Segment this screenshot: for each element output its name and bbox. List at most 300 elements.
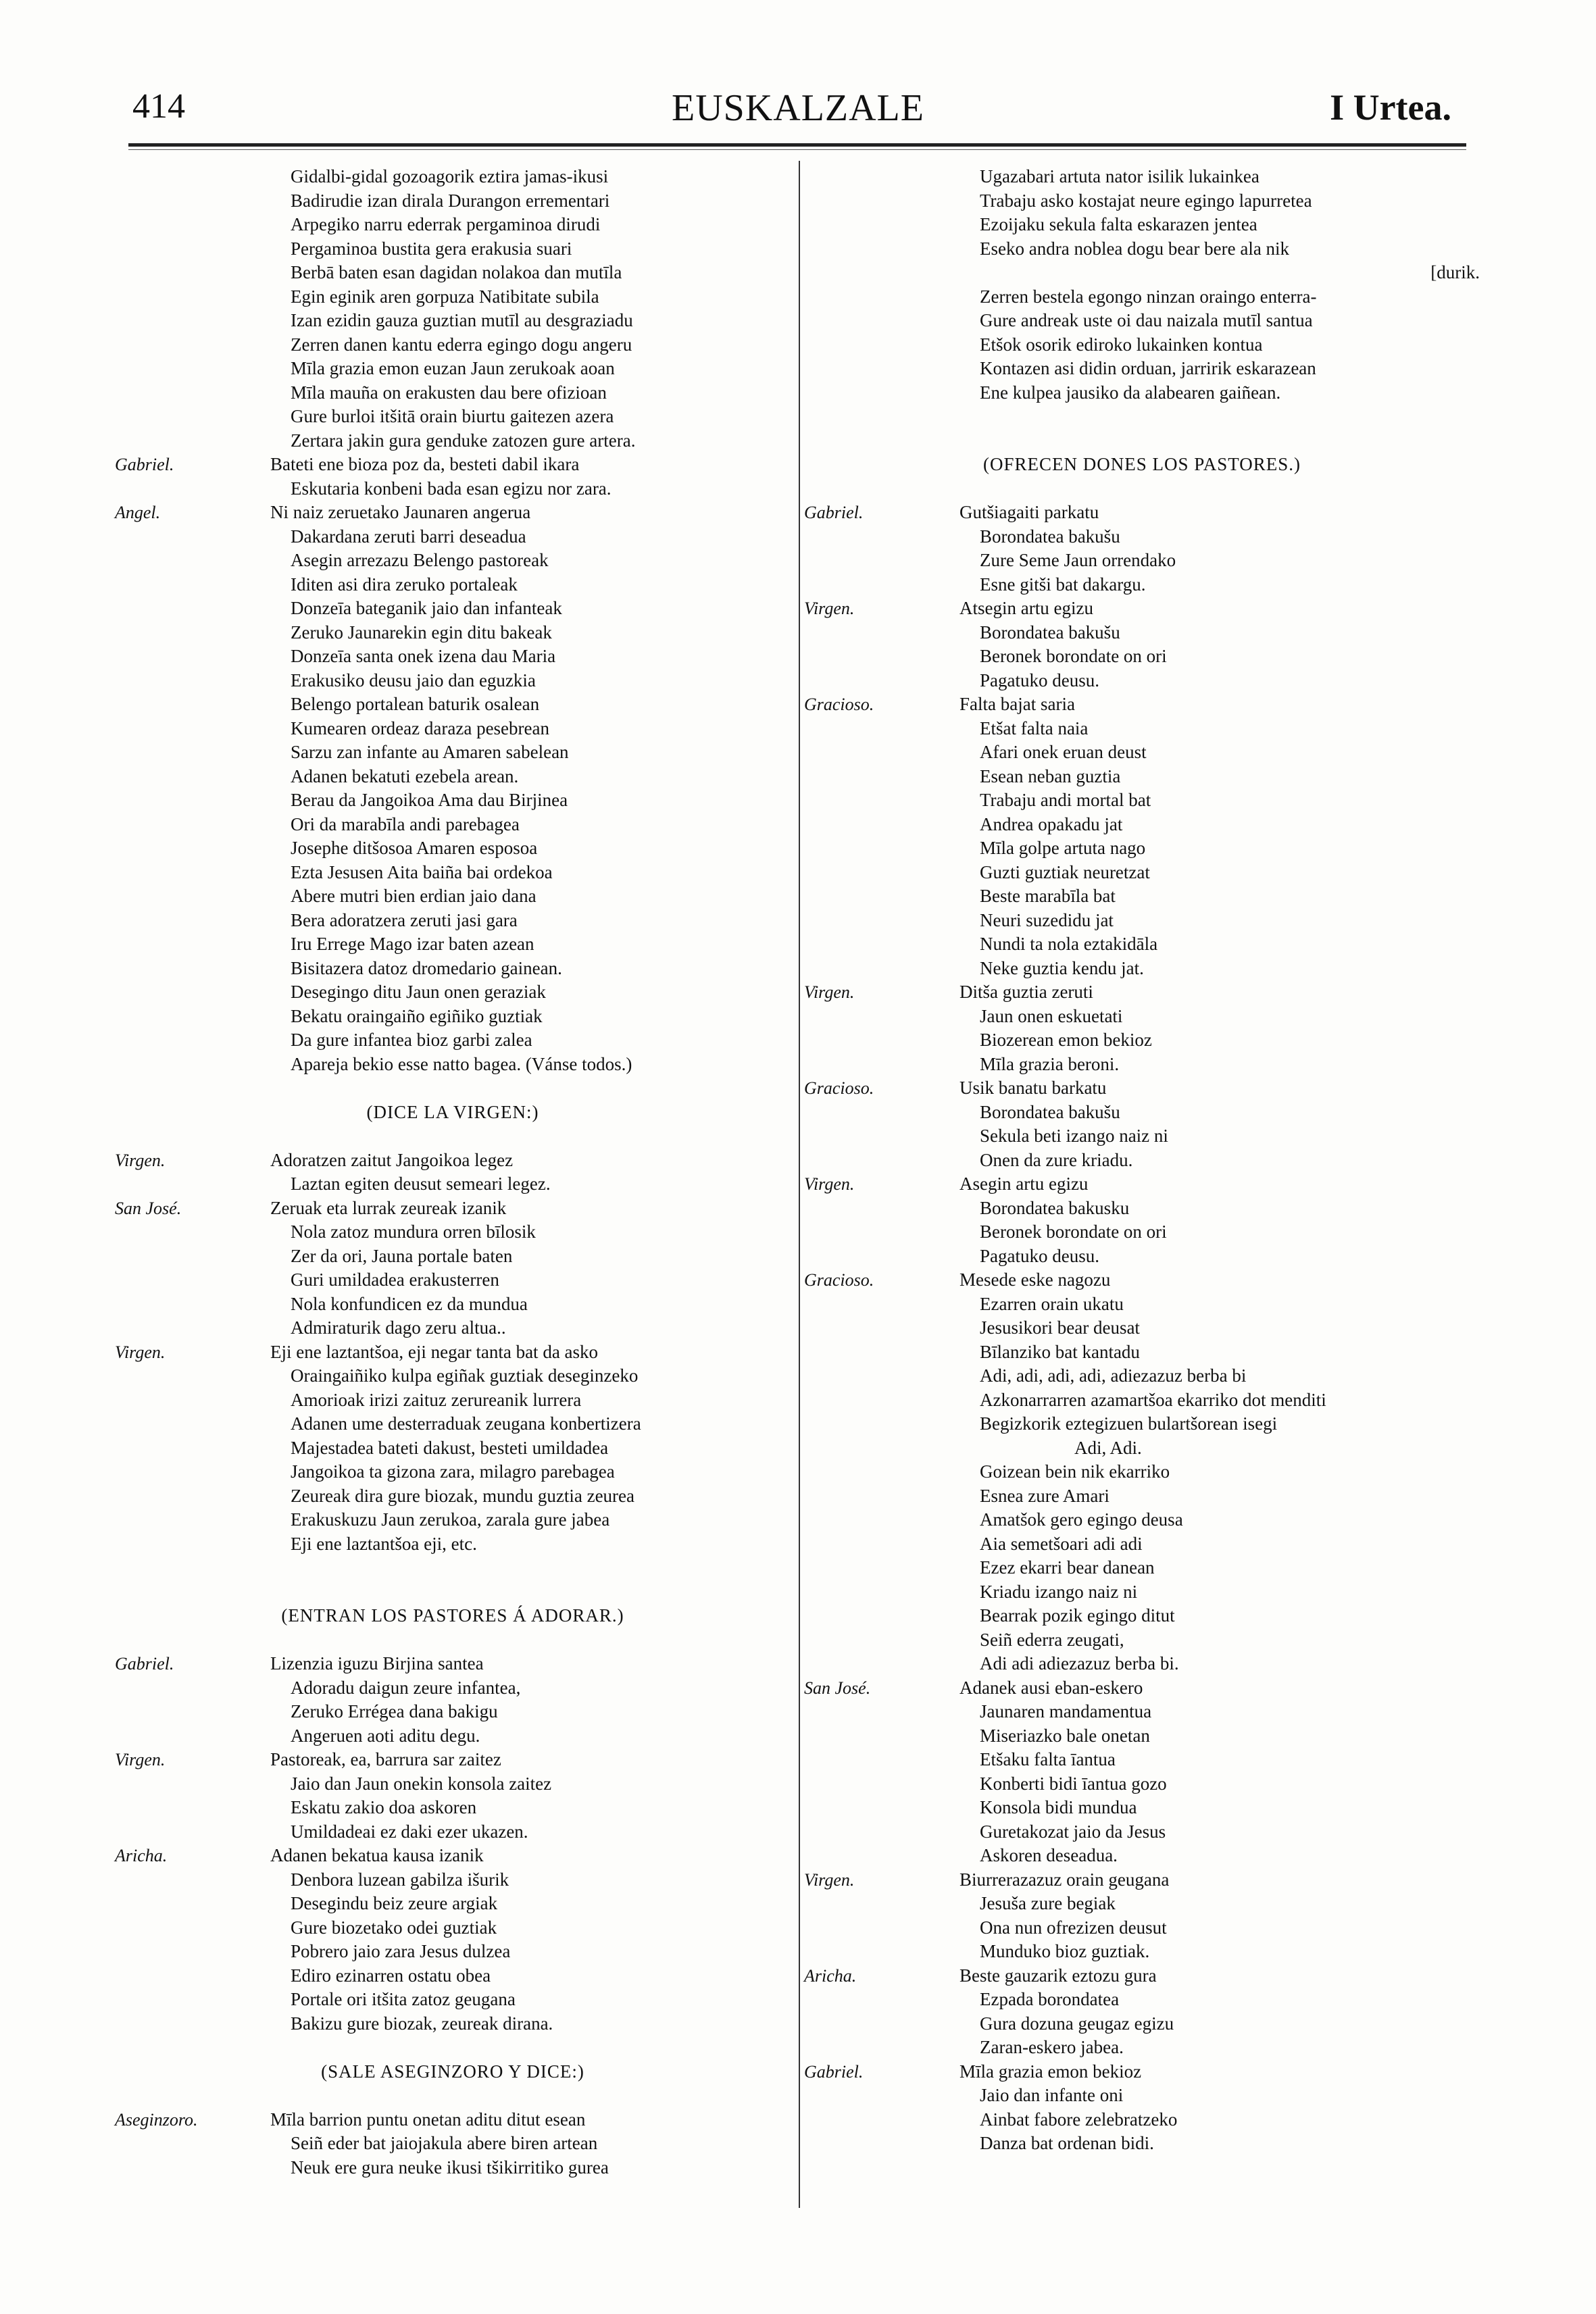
speaker-name: Gracioso. [804,695,874,714]
verse-line [115,1964,791,1988]
verse-line [115,1053,791,1077]
verse-text: Askoren deseadua. [980,1845,1118,1865]
verse-line [804,2132,1480,2156]
verse-text: Mīla grazia beroni. [980,1053,1120,1074]
verse-line [804,261,1480,285]
verse-line [115,1484,791,1509]
verse-line [115,1724,791,1749]
verse-line [115,2012,791,2036]
verse-line [115,813,791,837]
blank-line [804,405,1480,429]
verse-line [115,1652,791,1676]
verse-text: Afari onek eruan deust [980,742,1147,762]
verse-text: Begizkorik eztegizuen bulartšorean isegi [980,1413,1278,1434]
verse-line [804,884,1480,909]
verse-text: Guretakozat jaio da Jesus [980,1821,1166,1842]
verse-line [804,573,1480,597]
verse-text: Adanen ume desterraduak zeugana konbertizera [291,1413,641,1434]
verse-line [115,1772,791,1796]
blank-line [115,1628,791,1653]
verse-text: [durik. [1430,262,1480,282]
header-rule-thin [128,149,1466,150]
verse-line [804,597,1480,621]
verse-text: Zeureak dira gure biozak, mundu guztia zeurea [291,1485,635,1506]
verse-text: Umildadeai ez daki ezer ukazen. [291,1821,528,1842]
verse-line [115,1005,791,1029]
verse-line [804,381,1480,405]
verse-line [115,1844,791,1868]
verse-text: Bīlanziko bat kantadu [980,1341,1140,1362]
stage-direction: (DICE LA VIRGEN:) [366,1101,539,1122]
verse-line [115,836,791,861]
verse-text: Sekula beti izango naiz ni [980,1126,1168,1146]
verse-text: Josephe ditšosoa Amaren esposoa [291,838,538,858]
verse-text: Esean neban guztia [980,765,1121,786]
verse-text: Da gure infantea bioz garbi zalea [291,1030,532,1050]
verse-line [115,717,791,741]
verse-text: Jaun onen eskuetati [980,1005,1123,1026]
verse-text: Eji ene laztantšoa, eji negar tanta bat da asko [270,1341,599,1362]
verse-text: Ditša guztia zeruti [959,982,1093,1002]
verse-line [115,309,791,333]
verse-text: Jaio dan Jaun onekin konsola zaitez [291,1773,552,1794]
speaker-name: Angel. [115,503,161,522]
verse-line [804,1340,1480,1365]
verse-text: Ediro ezinarren ostatu obea [291,1965,491,1986]
verse-text: Mīla grazia emon bekioz [959,2061,1142,2082]
verse-line [804,1652,1480,1676]
verse-text: Egin eginik aren gorpuza Natibitate subila [291,286,599,307]
page-number: 414 [132,87,185,126]
verse-text: Seiñ eder bat jaiojakula abere biren artean [291,2133,598,2153]
verse-text: Gure andreak uste oi dau naizala mutīl santua [980,310,1313,330]
verse-text: Bekatu oraingaiño egiñiko guztiak [291,1005,543,1026]
verse-text: Oraingaiñiko kulpa egiñak guztiak deseginzeko [291,1365,639,1386]
verse-line [804,1940,1480,1964]
verse-text: Trabaju asko kostajat neure egingo lapurretea [980,190,1312,211]
verse-line [115,1868,791,1892]
verse-text: Andrea opakadu jat [980,813,1123,834]
speaker-name: Gracioso. [804,1270,874,1290]
speaker-name: Virgen. [115,1342,166,1362]
verse-line [115,693,791,717]
verse-line [804,525,1480,549]
verse-line [804,1700,1480,1724]
verse-line [804,1844,1480,1868]
verse-text: Asegin artu egizu [959,1174,1089,1194]
verse-text: Zure Seme Jaun orrendako [980,550,1176,570]
verse-text: Trabaju andi mortal bat [980,790,1151,810]
verse-text: Gidalbi-gidal gozoagorik eztira jamas-ikusi [291,166,609,186]
blank-line [804,477,1480,501]
verse-line [804,213,1480,237]
verse-text: Eseko andra noblea dogu bear bere ala nik [980,238,1290,259]
verse-text: Ona nun ofrezizen deusut [980,1917,1167,1938]
blank-line [115,1556,791,1580]
speaker-name: Gabriel. [804,503,864,522]
verse-line [115,909,791,933]
verse-text: Pagatuko deusu. [980,1245,1099,1266]
verse-text: Abere mutri bien erdian jaio dana [291,886,537,906]
verse-line [115,1892,791,1916]
verse-text: Borondatea bakušu [980,1101,1120,1122]
verse-line [804,1988,1480,2012]
verse-line [115,1820,791,1844]
verse-line [804,549,1480,573]
verse-line [115,2108,791,2132]
verse-line [804,669,1480,693]
verse-text: Majestadea bateti dakust, besteti umildadea [291,1437,609,1458]
verse-line [804,1364,1480,1388]
verse-text: Jesusikori bear deusat [980,1317,1140,1338]
verse-line [115,429,791,453]
verse-line [115,2156,791,2180]
verse-line [804,1676,1480,1701]
verse-line [804,1916,1480,1940]
verse-text: Laztan egiten deusut semeari legez. [291,1174,551,1194]
verse-text: Munduko bioz guztiak. [980,1941,1150,1961]
stage-direction: (OFRECEN DONES LOS PASTORES.) [982,454,1301,474]
verse-line [804,1964,1480,1988]
verse-line [115,597,791,621]
verse-text: Bateti ene bioza poz da, besteti dabil ikara [270,454,580,474]
verse-line [115,1388,791,1413]
verse-line [115,669,791,693]
verse-text: Etšaku falta īantua [980,1749,1116,1769]
verse-text: Angeruen aoti aditu degu. [291,1725,480,1746]
verse-text: Ezez ekarri bear danean [980,1557,1155,1578]
verse-text: Amorioak irizi zaituz zerureanik lurrera [291,1389,582,1410]
verse-text: Danza bat ordenan bidi. [980,2133,1154,2153]
verse-line [115,645,791,669]
verse-line [804,1244,1480,1269]
verse-line [804,285,1480,309]
verse-line [115,1244,791,1269]
verse-text: Beste marabīla bat [980,886,1116,906]
volume-label: I Urtea. [1330,87,1451,128]
speaker-name: Aseginzoro. [115,2109,198,2130]
verse-line [804,189,1480,213]
verse-text: Guzti guztiak neuretzat [980,861,1150,882]
verse-line [804,1005,1480,1029]
verse-text: Mīla barrion puntu onetan aditu ditut esean [270,2109,586,2130]
verse-text: Donzeīa bateganik jaio dan infanteak [291,598,562,618]
verse-text: Adanen bekatua kausa izanik [270,1845,484,1865]
verse-text: Pastoreak, ea, barrura sar zaitez [270,1749,501,1769]
blank-line [115,1076,791,1101]
verse-text: Badirudie izan dirala Durangon errementari [291,190,610,211]
verse-text: Jesuša zure begiak [980,1893,1116,1913]
blank-line [115,1124,791,1149]
verse-line [115,1508,791,1532]
left-column [115,165,791,2180]
verse-text: Adi adi adiezazuz berba bi. [980,1653,1179,1674]
verse-text: Neuk ere gura neuke ikusi tšikirritiko gurea [291,2157,609,2178]
verse-text: Ni naiz zeruetako Jaunaren angerua [270,502,531,522]
verse-text: Ugazabari artuta nator isilik lukainkea [980,166,1260,186]
verse-line [804,2012,1480,2036]
verse-line [115,861,791,885]
verse-line [115,213,791,237]
verse-line [804,1220,1480,1244]
verse-text: Apareja bekio esse natto bagea. (Vánse todos.) [291,1053,632,1074]
verse-text: Onen da zure kriadu. [980,1149,1133,1170]
verse-text: Ene kulpea jausiko da alabearen gaiñean. [980,382,1281,403]
verse-text: Borondatea bakušu [980,622,1120,643]
verse-line [804,1028,1480,1053]
verse-line [804,813,1480,837]
verse-line [804,1484,1480,1509]
verse-line [804,2084,1480,2108]
verse-line [804,1197,1480,1221]
blank-line [115,2084,791,2108]
verse-line [804,1532,1480,1557]
verse-line [804,2108,1480,2132]
verse-text: Zerren danen kantu ederra egingo dogu angeru [291,334,632,355]
verse-line [804,333,1480,357]
verse-line [804,980,1480,1005]
verse-text: Adoratzen zaitut Jangoikoa legez [270,1149,514,1170]
verse-line [115,1412,791,1436]
speaker-name: San José. [115,1198,182,1218]
verse-line [804,1316,1480,1340]
verse-line [115,285,791,309]
verse-text: Zeruko Errégea dana bakigu [291,1701,498,1721]
verse-line [115,2132,791,2156]
verse-line [115,237,791,261]
verse-text: Zer da ori, Jauna portale baten [291,1245,513,1266]
verse-text: Admiraturik dago zeru altua.. [291,1317,506,1338]
verse-text: Berbā baten esan dagidan nolakoa dan mutīla [291,262,622,282]
verse-text: Kriadu izango naiz ni [980,1581,1138,1602]
verse-line [115,549,791,573]
verse-text: Guri umildadea erakusterren [291,1269,499,1290]
verse-text: Adoradu daigun zeure infantea, [291,1677,521,1698]
verse-line [115,980,791,1005]
verse-line [115,765,791,789]
verse-text: Gura dozuna geugaz egizu [980,2013,1174,2034]
verse-text: Lizenzia iguzu Birjina santea [270,1653,484,1674]
verse-text: Nola zatoz mundura orren bīlosik [291,1222,536,1242]
stage-direction: (ENTRAN LOS PASTORES Á ADORAR.) [281,1605,624,1626]
verse-line [804,1580,1480,1605]
verse-text: Seiñ ederra zeugati, [980,1629,1124,1650]
verse-line [115,932,791,957]
verse-line [115,1197,791,1221]
verse-text: Bearrak pozik egingo ditut [980,1605,1175,1626]
verse-text: Arpegiko narru ederrak pergaminoa dirudi [291,214,601,234]
verse-line [804,1460,1480,1484]
verse-text: Zeruak eta lurrak zeureak izanik [270,1197,507,1218]
speaker-name: Gracioso. [804,1078,874,1098]
header-rule [128,143,1466,147]
verse-text: Konsola bidi mundua [980,1797,1137,1817]
verse-line [804,693,1480,717]
verse-text: Azkonarrarren azamartšoa ekarriko dot menditi [980,1389,1326,1410]
verse-line [115,333,791,357]
verse-line [115,1316,791,1340]
verse-line [115,1172,791,1197]
verse-line [804,1268,1480,1292]
verse-line [115,477,791,501]
verse-line [115,884,791,909]
verse-line [804,1292,1480,1317]
verse-line [804,309,1480,333]
verse-text: Etšat falta naia [980,718,1089,738]
verse-line [804,1820,1480,1844]
verse-line [804,1388,1480,1413]
speaker-name: Virgen. [804,1174,855,1194]
verse-line [115,957,791,981]
verse-line [804,1101,1480,1125]
blank-line [115,1580,791,1605]
stage-direction: (SALE ASEGINZORO Y DICE:) [321,2061,584,2082]
verse-line [115,357,791,381]
verse-text: Miseriazko bale onetan [980,1725,1150,1746]
verse-text: Adanek ausi eban-eskero [959,1677,1143,1698]
speaker-name: Virgen. [115,1150,166,1170]
verse-text: Pagatuko deusu. [980,670,1099,690]
verse-line [804,1436,1480,1461]
verse-line [115,1364,791,1388]
verse-line [115,1748,791,1772]
verse-text: Adanen bekatuti ezebela arean. [291,765,519,786]
verse-text: Amatšok gero egingo deusa [980,1509,1183,1530]
verse-text: Bera adoratzera zeruti jasi gara [291,909,518,930]
verse-text: Belengo portalean baturik osalean [291,694,540,714]
speaker-name: Virgen. [804,982,855,1002]
verse-text: Jangoikoa ta gizona zara, milagro parebagea [291,1461,615,1482]
verse-text: Eskatu zakio doa askoren [291,1797,477,1817]
verse-text: Gure burloi itšitā orain biurtu gaitezen azera [291,406,614,426]
verse-line [804,357,1480,381]
verse-line [115,1028,791,1053]
speaker-name: Gabriel. [804,2061,864,2082]
verse-text: Nola konfundicen ez da mundua [291,1293,528,1314]
verse-text: Adi, Adi. [1074,1437,1142,1458]
verse-text: Ezarren orain ukatu [980,1293,1124,1314]
verse-text: Goizean bein nik ekarriko [980,1461,1170,1482]
verse-line [804,1556,1480,1580]
verse-line [804,1412,1480,1436]
verse-text: Neke guztia kendu jat. [980,957,1144,978]
verse-line [804,1868,1480,1892]
verse-line [804,237,1480,261]
speaker-name: Virgen. [804,599,855,618]
verse-text: Berau da Jangoikoa Ama dau Birjinea [291,790,568,810]
verse-text: Iditen asi dira zeruko portaleak [291,574,518,595]
verse-line [804,1628,1480,1653]
verse-text: Desegingo ditu Jaun onen geraziak [291,982,546,1002]
speaker-name: San José. [804,1678,871,1698]
verse-line [804,861,1480,885]
verse-text: Donzeīa santa onek izena dau Maria [291,646,556,666]
verse-text: Kontazen asi didin orduan, jarririk eskarazean [980,358,1316,378]
verse-line [115,501,791,525]
verse-line [804,165,1480,189]
verse-line [804,909,1480,933]
verse-line [804,1172,1480,1197]
verse-text: Zeruko Jaunarekin egin ditu bakeak [291,622,552,643]
verse-line [115,1700,791,1724]
verse-text: Gutšiagaiti parkatu [959,502,1099,522]
verse-line [115,1676,791,1701]
verse-line [115,1220,791,1244]
verse-line [115,1460,791,1484]
speaker-name: Gabriel. [115,1654,174,1674]
verse-text: Neuri suzedidu jat [980,909,1114,930]
verse-text: Beronek borondate on ori [980,1222,1167,1242]
verse-line [115,621,791,645]
verse-text: Zaran-eskero jabea. [980,2037,1124,2057]
verse-text: Eskutaria konbeni bada esan egizu nor zara. [291,478,612,499]
verse-line [115,453,791,477]
verse-line [115,405,791,429]
verse-line [115,525,791,549]
verse-line [115,740,791,765]
verse-text: Mesede eske nagozu [959,1269,1111,1290]
verse-text: Atsegin artu egizu [959,598,1093,618]
verse-text: Borondatea bakušu [980,526,1120,547]
verse-text: Falta bajat saria [959,694,1075,714]
verse-text: Jaio dan infante oni [980,2085,1124,2105]
verse-line [115,1149,791,1173]
verse-text: Adi, adi, adi, adi, adiezazuz berba bi [980,1365,1247,1386]
verse-line [115,1532,791,1557]
verse-text: Esnea zure Amari [980,1485,1109,1506]
verse-text: Esne gitši bat dakargu. [980,574,1146,595]
verse-line [804,1724,1480,1749]
verse-text: Eji ene laztantšoa eji, etc. [291,1533,477,1554]
verse-line [115,573,791,597]
verse-text: Portale ori itšita zatoz geugana [291,1989,516,2009]
verse-text: Pergaminoa bustita gera erakusia suari [291,238,572,259]
verse-text: Erakuskuzu Jaun zerukoa, zarala gure jabea [291,1509,610,1530]
verse-text: Desegindu beiz zeure argiak [291,1893,498,1913]
verse-line [115,1340,791,1365]
verse-text: Ainbat fabore zelebratzeko [980,2109,1178,2130]
verse-text: Biozerean emon bekioz [980,1030,1152,1050]
verse-text: Beste gauzarik eztozu gura [959,1965,1157,1986]
verse-line [804,740,1480,765]
verse-text: Ezoijaku sekula falta eskarazen jentea [980,214,1257,234]
verse-text: Aia semetšoari adi adi [980,1533,1143,1554]
verse-text: Ezpada borondatea [980,1989,1120,2009]
verse-line [804,1892,1480,1916]
verse-line [115,189,791,213]
verse-line [804,1124,1480,1149]
verse-text: Asegin arrezazu Belengo pastoreak [291,550,549,570]
speaker-name: Aricha. [804,1965,857,1986]
verse-line [804,1604,1480,1628]
verse-line [115,381,791,405]
verse-line [804,501,1480,525]
verse-line [115,1268,791,1292]
verse-line [804,765,1480,789]
journal-title: EUSKALZALE [672,87,924,129]
verse-text: Erakusiko deusu jaio dan eguzkia [291,670,536,690]
blank-line [115,2036,791,2060]
verse-line [804,1053,1480,1077]
verse-text: Gure biozetako odei guztiak [291,1917,497,1938]
speaker-name: Virgen. [115,1750,166,1769]
verse-text: Mīla golpe artuta nago [980,838,1146,858]
verse-line [804,1772,1480,1796]
verse-text: Beronek borondate on ori [980,646,1167,666]
verse-line [115,1292,791,1317]
verse-line [804,621,1480,645]
verse-text: Zerren bestela egongo ninzan oraingo enterra- [980,286,1317,307]
